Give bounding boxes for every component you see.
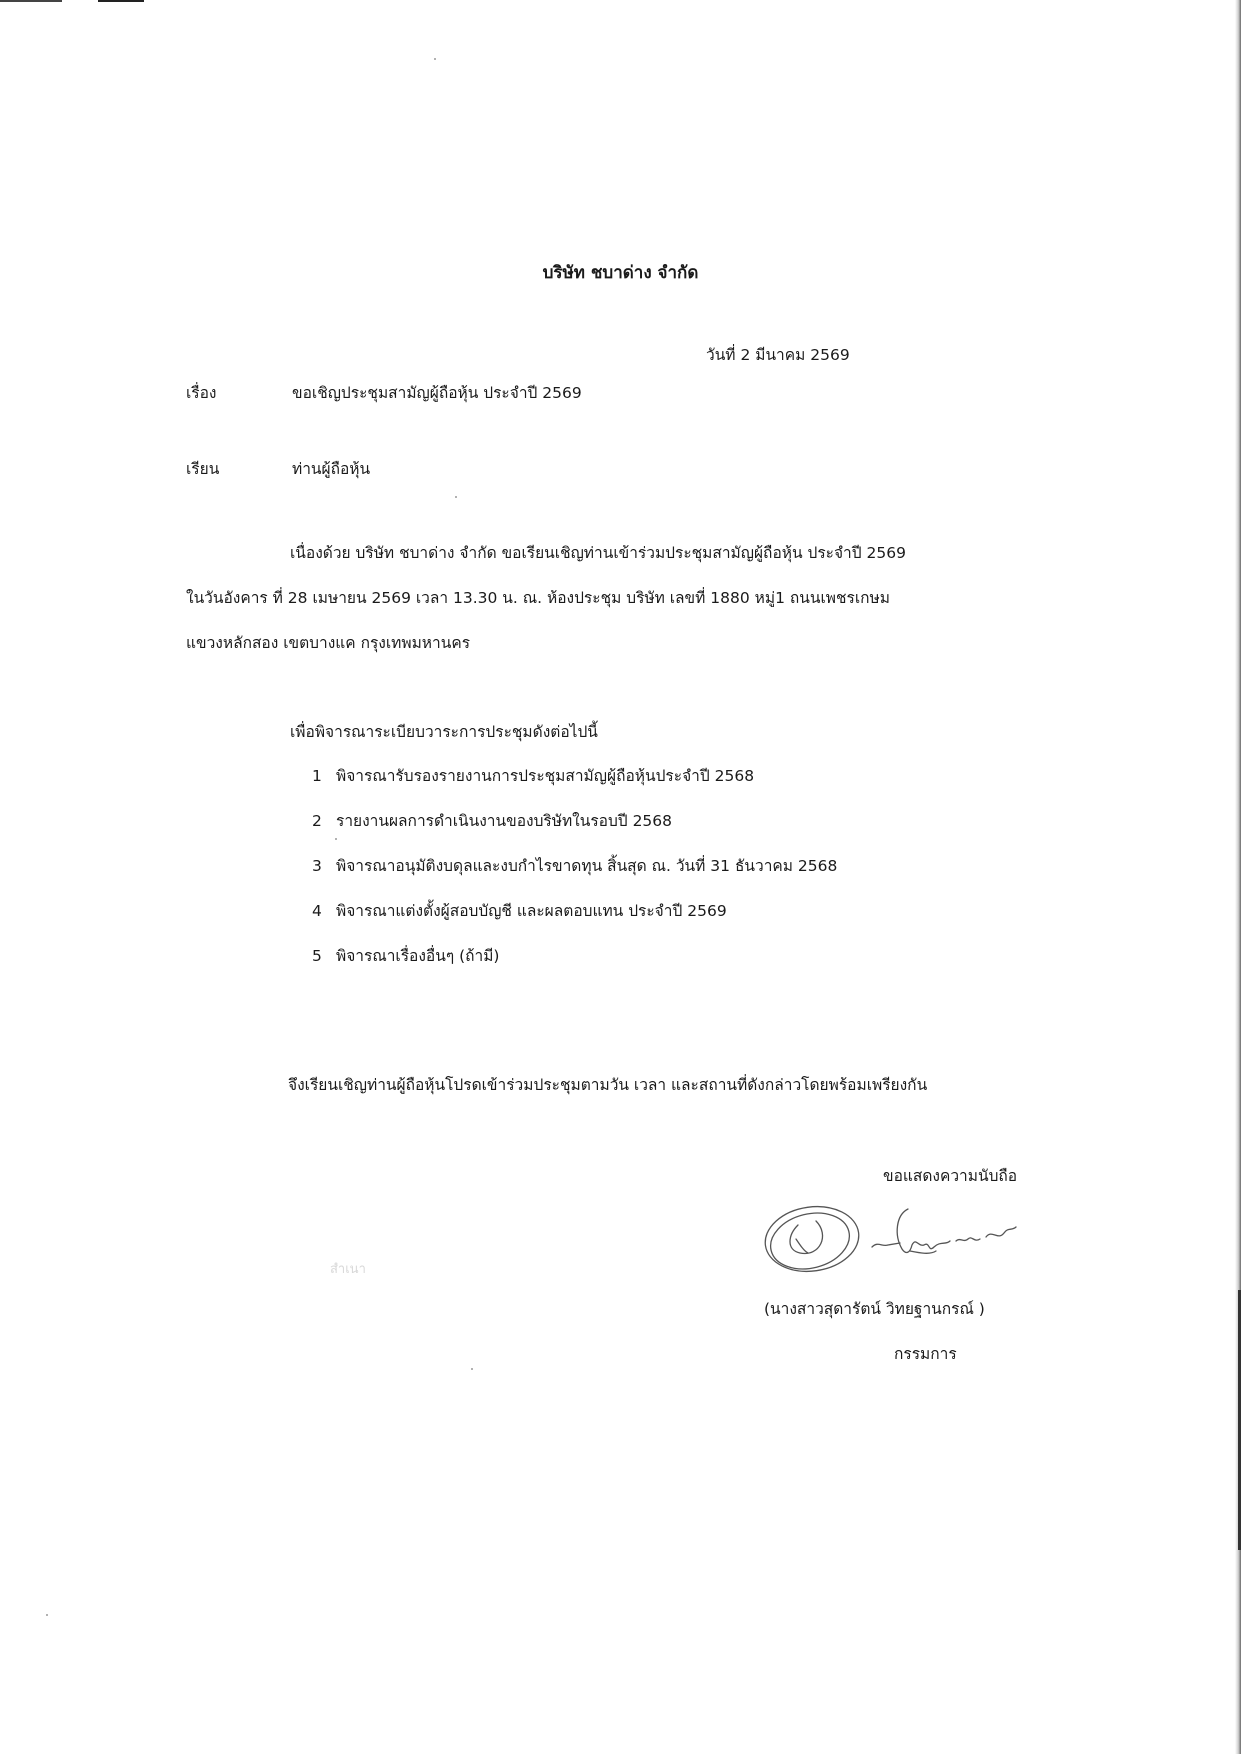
subject-label: เรื่อง [186, 384, 217, 402]
agenda-item [312, 945, 837, 990]
agenda-item [312, 855, 837, 900]
handwritten-signature [760, 1195, 1030, 1277]
agenda-item-text: พิจารณาอนุมัติงบดุลและงบกำไรขาดทุน สิ้นสุด ณ. วันที่ 31 ธันวาคม 2568 [336, 857, 838, 875]
recipient-value: ท่านผู้ถือหุ้น [292, 460, 371, 478]
scan-speck [455, 496, 457, 498]
agenda-item-number: 3 [312, 857, 322, 875]
agenda-item-number: 4 [312, 902, 322, 920]
company-name: บริษัท ชบาด่าง จำกัด [542, 263, 699, 283]
agenda-item-text: พิจารณาเรื่องอื่นๆ (ถ้ามี) [336, 947, 500, 965]
agenda-item-number: 2 [312, 812, 322, 830]
agenda-list [312, 765, 837, 990]
signer-position: กรรมการ [894, 1345, 957, 1363]
regards: ขอแสดงความนับถือ [883, 1167, 1018, 1185]
agenda-intro: เพื่อพิจารณาระเบียบวาระการประชุมดังต่อไปนี้ [290, 723, 598, 741]
body-paragraph-line: แขวงหลักสอง เขตบางแค กรุงเทพมหานคร [186, 634, 471, 652]
faint-stamp-text: สำเนา [330, 1262, 366, 1277]
signer-name: (นางสาวสุดารัตน์ วิทยฐานกรณ์ ) [764, 1300, 985, 1318]
agenda-item [312, 900, 837, 945]
agenda-item-text: พิจารณาแต่งตั้งผู้สอบบัญชี และผลตอบแทน ประจำปี 2569 [336, 902, 727, 920]
body-paragraph-line: เนื่องด้วย บริษัท ชบาด่าง จำกัด ขอเรียนเชิญท่านเข้าร่วมประชุมสามัญผู้ถือหุ้น ประจำปี 2569 [290, 544, 906, 562]
scan-speck [46, 1614, 48, 1616]
subject-value: ขอเชิญประชุมสามัญผู้ถือหุ้น ประจำปี 2569 [292, 384, 582, 402]
scan-mark [98, 0, 144, 2]
agenda-item-number: 1 [312, 767, 322, 785]
closing-sentence: จึงเรียนเชิญท่านผู้ถือหุ้นโปรดเข้าร่วมประชุมตามวัน เวลา และสถานที่ดังกล่าวโดยพร้อมเพรียงกัน [288, 1076, 928, 1094]
agenda-item-text: รายงานผลการดำเนินงานของบริษัทในรอบปี 2568 [336, 812, 673, 830]
recipient-label: เรียน [186, 460, 220, 478]
body-paragraph-line: ในวันอังคาร ที่ 28 เมษายน 2569 เวลา 13.30 น. ณ. ห้องประชุม บริษัท เลขที่ 1880 หมู่1 ถนนเพชรเกษม [186, 589, 890, 607]
agenda-item-text: พิจารณารับรองรายงานการประชุมสามัญผู้ถือหุ้นประจำปี 2568 [336, 767, 755, 785]
scan-speck [471, 1368, 473, 1370]
agenda-item [312, 810, 837, 855]
scan-mark [0, 0, 62, 2]
letter-date: วันที่ 2 มีนาคม 2569 [706, 346, 850, 364]
agenda-item [312, 765, 837, 810]
agenda-item-number: 5 [312, 947, 322, 965]
scan-speck [434, 58, 436, 60]
